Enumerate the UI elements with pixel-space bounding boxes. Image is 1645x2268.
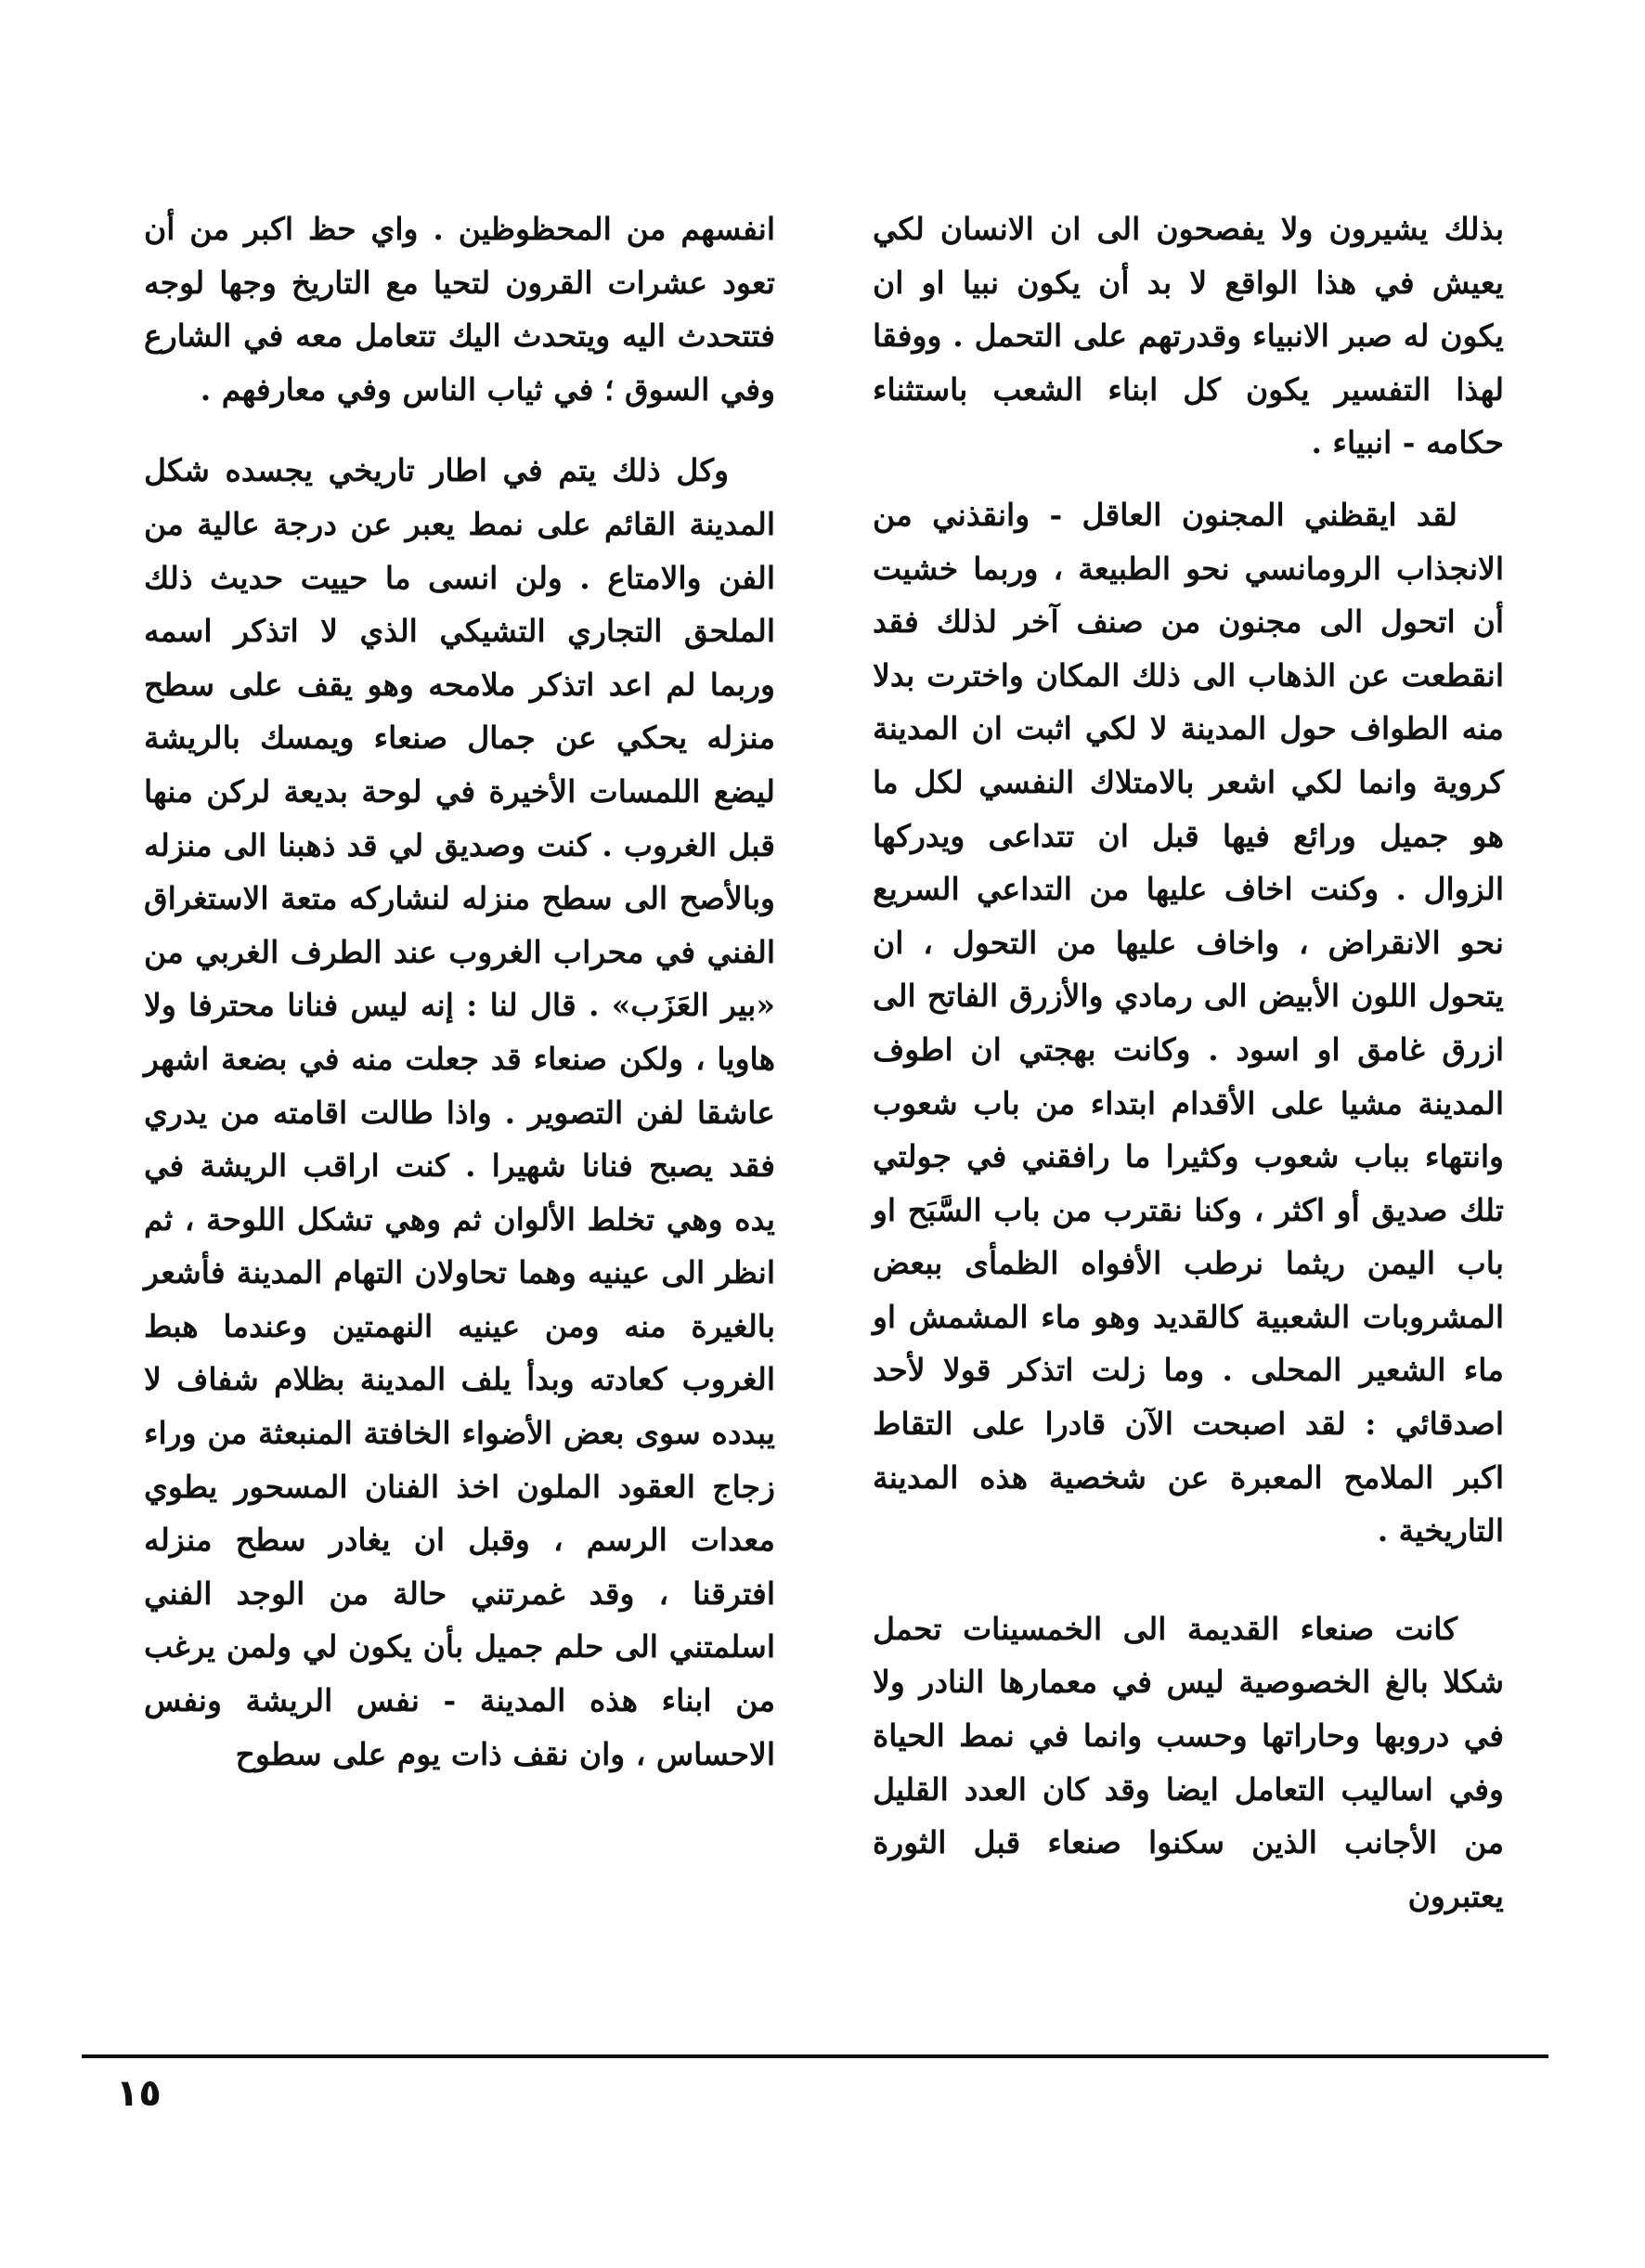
paragraph: وكل ذلك يتم في اطار تاريخي يجسده شكل المدينة القائم على نمط يعبر عن درجة عالية من الفن والامتاع . ولن انسى ما حييت حديث ذلك الملحق التجاري التشيكي الذي لا اتذكر اسمه وربما لم اعد اتذكر ملامحه وهو يقف على سطح منزله يحكي عن جمال صنعاء ويمسك بالريشة ليضع اللمسات الأخيرة في لوحة بديعة لركن منها قبل الغروب . كنت وصديق لي قد ذهبنا الى منزله وبالأصح الى سطح منزله لنشاركه متعة الاستغراق الفني في محراب الغروب عند الطرف الغربي من «بير العَزَب» . قال لنا : إنه ليس فنانا محترفا ولا هاويا ، ولكن صنعاء قد جعلت منه في بضعة اشهر عاشقا لفن التصوير . واذا طالت اقامته من يدري فقد يصبح فنانا شهيرا . كنت اراقب الريشة في يده وهي تخلط الألوان ثم وهي تشكل اللوحة ، ثم انظر الى عينيه وهما تحاولان التهام المدينة فأشعر بالغيرة منه ومن عينيه النهمتين وعندما هبط الغروب كعادته وبدأ يلف المدينة بظلام شفاف لا يبدده سوى بعض الأضواء الخافتة المنبعثة من وراء زجاج العقود الملون اخذ الفنان المسحور يطوي معدات الرسم ، وقبل ان يغادر سطح منزله افترقنا ، وقد غمرتني حالة من الوجد الفني اسلمتني الى حلم جميل بأن يكون لي ولمن يرغب من ابناء هذه المدينة - نفس الريشة ونفس الاحساس ، وان نقف ذات يوم على سطوح xyxy=(144,452,775,1772)
paragraph: كانت صنعاء القديمة الى الخمسينات تحمل شكلا بالغ الخصوصية ليس في معمارها النادر ولا في دروبها وحاراتها وحسب وانما في نمط الحياة وفي اساليب التعامل ايضا وقد كان العدد القليل من الأجانب الذين سكنوا صنعاء قبل الثورة يعتبرون xyxy=(873,1610,1504,1914)
page-number: ١٥ xyxy=(116,2072,162,2115)
paragraph: لقد ايقظني المجنون العاقل - وانقذني من الانجذاب الرومانسي نحو الطبيعة ، وربما خشيت أن اتحول الى مجنون من صنف آخر لذلك فقد انقطعت عن الذهاب الى ذلك المكان واخترت بدلا منه الطواف حول المدينة لا لكي اثبت ان المدينة كروية وانما لكي اشعر بالامتلاك النفسي لكل ما هو جميل ورائع فيها قبل ان تتداعى ويدركها الزوال . وكنت اخاف عليها من التداعي السريع نحو الانقراض ، واخاف عليها من التحول ، ان يتحول اللون الأبيض الى رمادي والأزرق الفاتح الى ازرق غامق او اسود . وكانت بهجتي ان اطوف المدينة مشيا على الأقدام ابتداء من باب شعوب وانتهاء بباب شعوب وكثيرا ما رافقني في جولتي تلك صديق أو اكثر ، وكنا نقترب من باب السَّبَح او باب اليمن ريثما نرطب الأفواه الظمأى ببعض المشروبات الشعبية كالقديد وهو ماء المشمش او ماء الشعير المحلى . وما زلت اتذكر قولا لأحد اصدقائي : لقد اصبحت الآن قادرا على التقاط اكبر الملامح المعبرة عن شخصية هذه المدينة التاريخية . xyxy=(873,496,1504,1549)
footer-divider xyxy=(82,2054,1548,2058)
paragraph: بذلك يشيرون ولا يفصحون الى ان الانسان لكي يعيش في هذا الواقع لا بد أن يكون نبيا او ان يكون له صبر الانبياء وقدرتهم على التحمل . ووفقا لهذا التفسير يكون كل ابناء الشعب باستثناء حكامه - انبياء . xyxy=(873,211,1504,461)
left-text-column xyxy=(144,202,775,1781)
right-text-column xyxy=(873,202,1504,1923)
paragraph: انفسهم من المحظوظين . واي حظ اكبر من أن تعود عشرات القرون لتحيا مع التاريخ وجها لوجه فتتحدث اليه ويتحدث اليك تتعامل معه في الشارع وفي السوق ؛ في ثياب الناس وفي معارفهم . xyxy=(144,211,775,408)
